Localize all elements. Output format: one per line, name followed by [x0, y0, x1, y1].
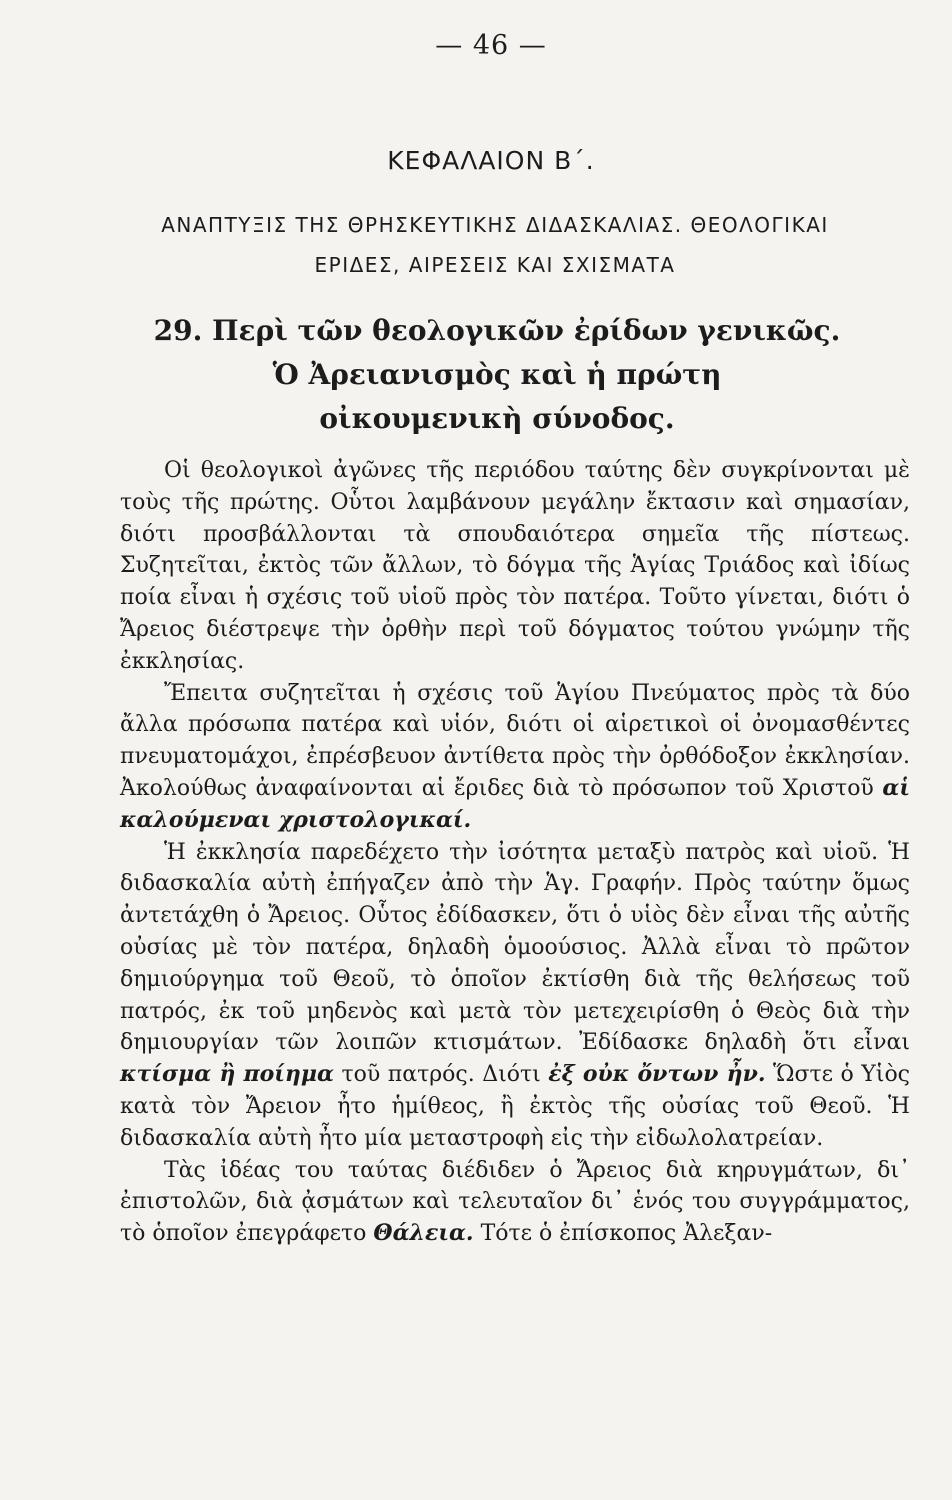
paragraph-3-text-a: Ἡ ἐκκλησία παρεδέχετο τὴν ἰσότητα μεταξὺ πατρὸς καὶ υἱοῦ. Ἡ διδασκαλία αὐτὴ ἐπήγαζεν ἀπὸ τὴν Ἁγ. Γραφήν. Πρὸς ταύτην ὅμως ἀντετάχθη ὁ Ἄρειος. Οὗτος ἐδίδασκεν, ὅτι ὁ υἱὸς δὲν εἶναι τῆς αὐτῆς οὐσίας μὲ τὸν πατέρα, δηλαδὴ ὁμοούσιος. Ἀλλὰ εἶναι τὸ πρῶτον δημιούργημα τοῦ Θεοῦ, τὸ ὁποῖον ἐκτίσθη διὰ τῆς θελήσεως τοῦ πατρός, ἐκ τοῦ μηδενὸς καὶ μετὰ τὸν μετεχειρίσθη ὁ Θεὸς διὰ τὴν δημιουργίαν τῶν λοιπῶν κτισμάτων. Ἐδίδασκε δηλαδὴ ὅτι εἶναι	[120, 839, 910, 1056]
paragraph-2-text: Ἔπειτα συζητεῖται ἡ σχέσις τοῦ Ἁγίου Πνεύματος πρὸς τὰ δύο ἄλλα πρόσωπα πατέρα καὶ υἱόν, διότι οἱ αἱρετικοὶ οἱ ὀνομασθέντες πνευματομάχοι, ἐπρέσβευον ἀντίθετα πρὸς τὴν ὀρθόδοξον ἐκκλησίαν. Ἀκολούθως ἀναφαίνονται αἱ ἔριδες διὰ τὸ πρόσωπον τοῦ Χριστοῦ	[120, 680, 910, 801]
page-number: — 46 —	[435, 30, 547, 61]
subheading-line-1: ΑΝΑΠΤΥΞΙΣ ΤΗΣ ΘΡΗΣΚΕΥΤΙΚΗΣ ΔΙΔΑΣΚΑΛΙΑΣ. ΘΕΟΛΟΓΙΚΑΙ	[161, 213, 829, 237]
section-heading-line-1: 29. Περὶ τῶν θεολογικῶν ἐρίδων γενικῶς.	[153, 314, 841, 347]
term-ktisma: κτίσμα ἢ ποίημα	[120, 1061, 334, 1088]
term-ex-ouk-onton: ἐξ οὐκ ὄντων ἦν.	[548, 1061, 766, 1088]
paragraph-4-text-b: Τότε ὁ ἐπίσκοπος Ἀλεξαν-	[480, 1221, 773, 1247]
paragraph-3	[120, 837, 910, 1155]
section-heading-line-2: Ὁ Ἀρειανισμὸς καὶ ἡ πρώτη	[272, 358, 722, 391]
section-heading	[84, 309, 910, 441]
section-heading-line-3: οἰκουμενικὴ σύνοδος.	[319, 402, 675, 435]
term-thaleia: Θάλεια.	[373, 1220, 474, 1247]
paragraph-4	[120, 1155, 910, 1250]
paragraph-2	[120, 678, 910, 837]
paragraph-1: Οἱ θεολογικοὶ ἀγῶνες τῆς περιόδου ταύτης δὲν συγκρίνονται μὲ τοὺς τῆς πρώτης. Οὗτοι λαμβάνουν μεγάλην ἔκτασιν καὶ σημασίαν, διότι προσβάλλονται τὰ σπουδαιότερα σημεῖα τῆς πίστεως. Συζητεῖται, ἐκτὸς τῶν ἄλλων, τὸ δόγμα τῆς Ἁγίας Τριάδος καὶ ἰδίως ποία εἶναι ἡ σχέσις τοῦ υἱοῦ πρὸς τὸν πατέρα. Τοῦτο γίνεται, διότι ὁ Ἄρειος διέστρεψε τὴν ὀρθὴν περὶ τοῦ δόγματος τούτου γνώμην τῆς ἐκκλησίας.	[120, 458, 910, 674]
subheading-line-2: ΕΡΙΔΕΣ, ΑΙΡΕΣΕΙΣ ΚΑΙ ΣΧΙΣΜΑΤΑ	[314, 253, 676, 277]
paragraph-3-text-c: Ὥστε ὁ Υἱὸς κατὰ τὸν Ἄρειον ἦτο ἡμίθεος, ἢ ἐκτὸς τῆς οὐσίας τοῦ Θεοῦ. Ἡ διδασκαλία αὐτὴ ἦτο μία μεταστροφὴ εἰς τὴν εἰδωλολατρείαν.	[120, 1062, 911, 1151]
chapter-title: ΚΕΦΑΛΑΙΟΝ Β΄.	[387, 146, 595, 175]
paragraph-3-text-b: τοῦ πατρός. Διότι	[341, 1062, 541, 1088]
paragraph-4-text-a: Τὰς ἰδέας του ταύτας διέδιδεν ὁ Ἄρειος διὰ κηρυγμάτων, δι᾽ ἐπιστολῶν, διὰ ᾀσμάτων καὶ τελευταῖον δι᾽ ἑνός του συγγράμματος, τὸ ὁποῖον ἐπεγράφετο	[120, 1157, 910, 1247]
chapter-subheading	[80, 205, 910, 285]
body-text	[120, 455, 910, 1250]
term-christological: αἱ καλούμεναι χριστολογικαί.	[120, 774, 910, 833]
